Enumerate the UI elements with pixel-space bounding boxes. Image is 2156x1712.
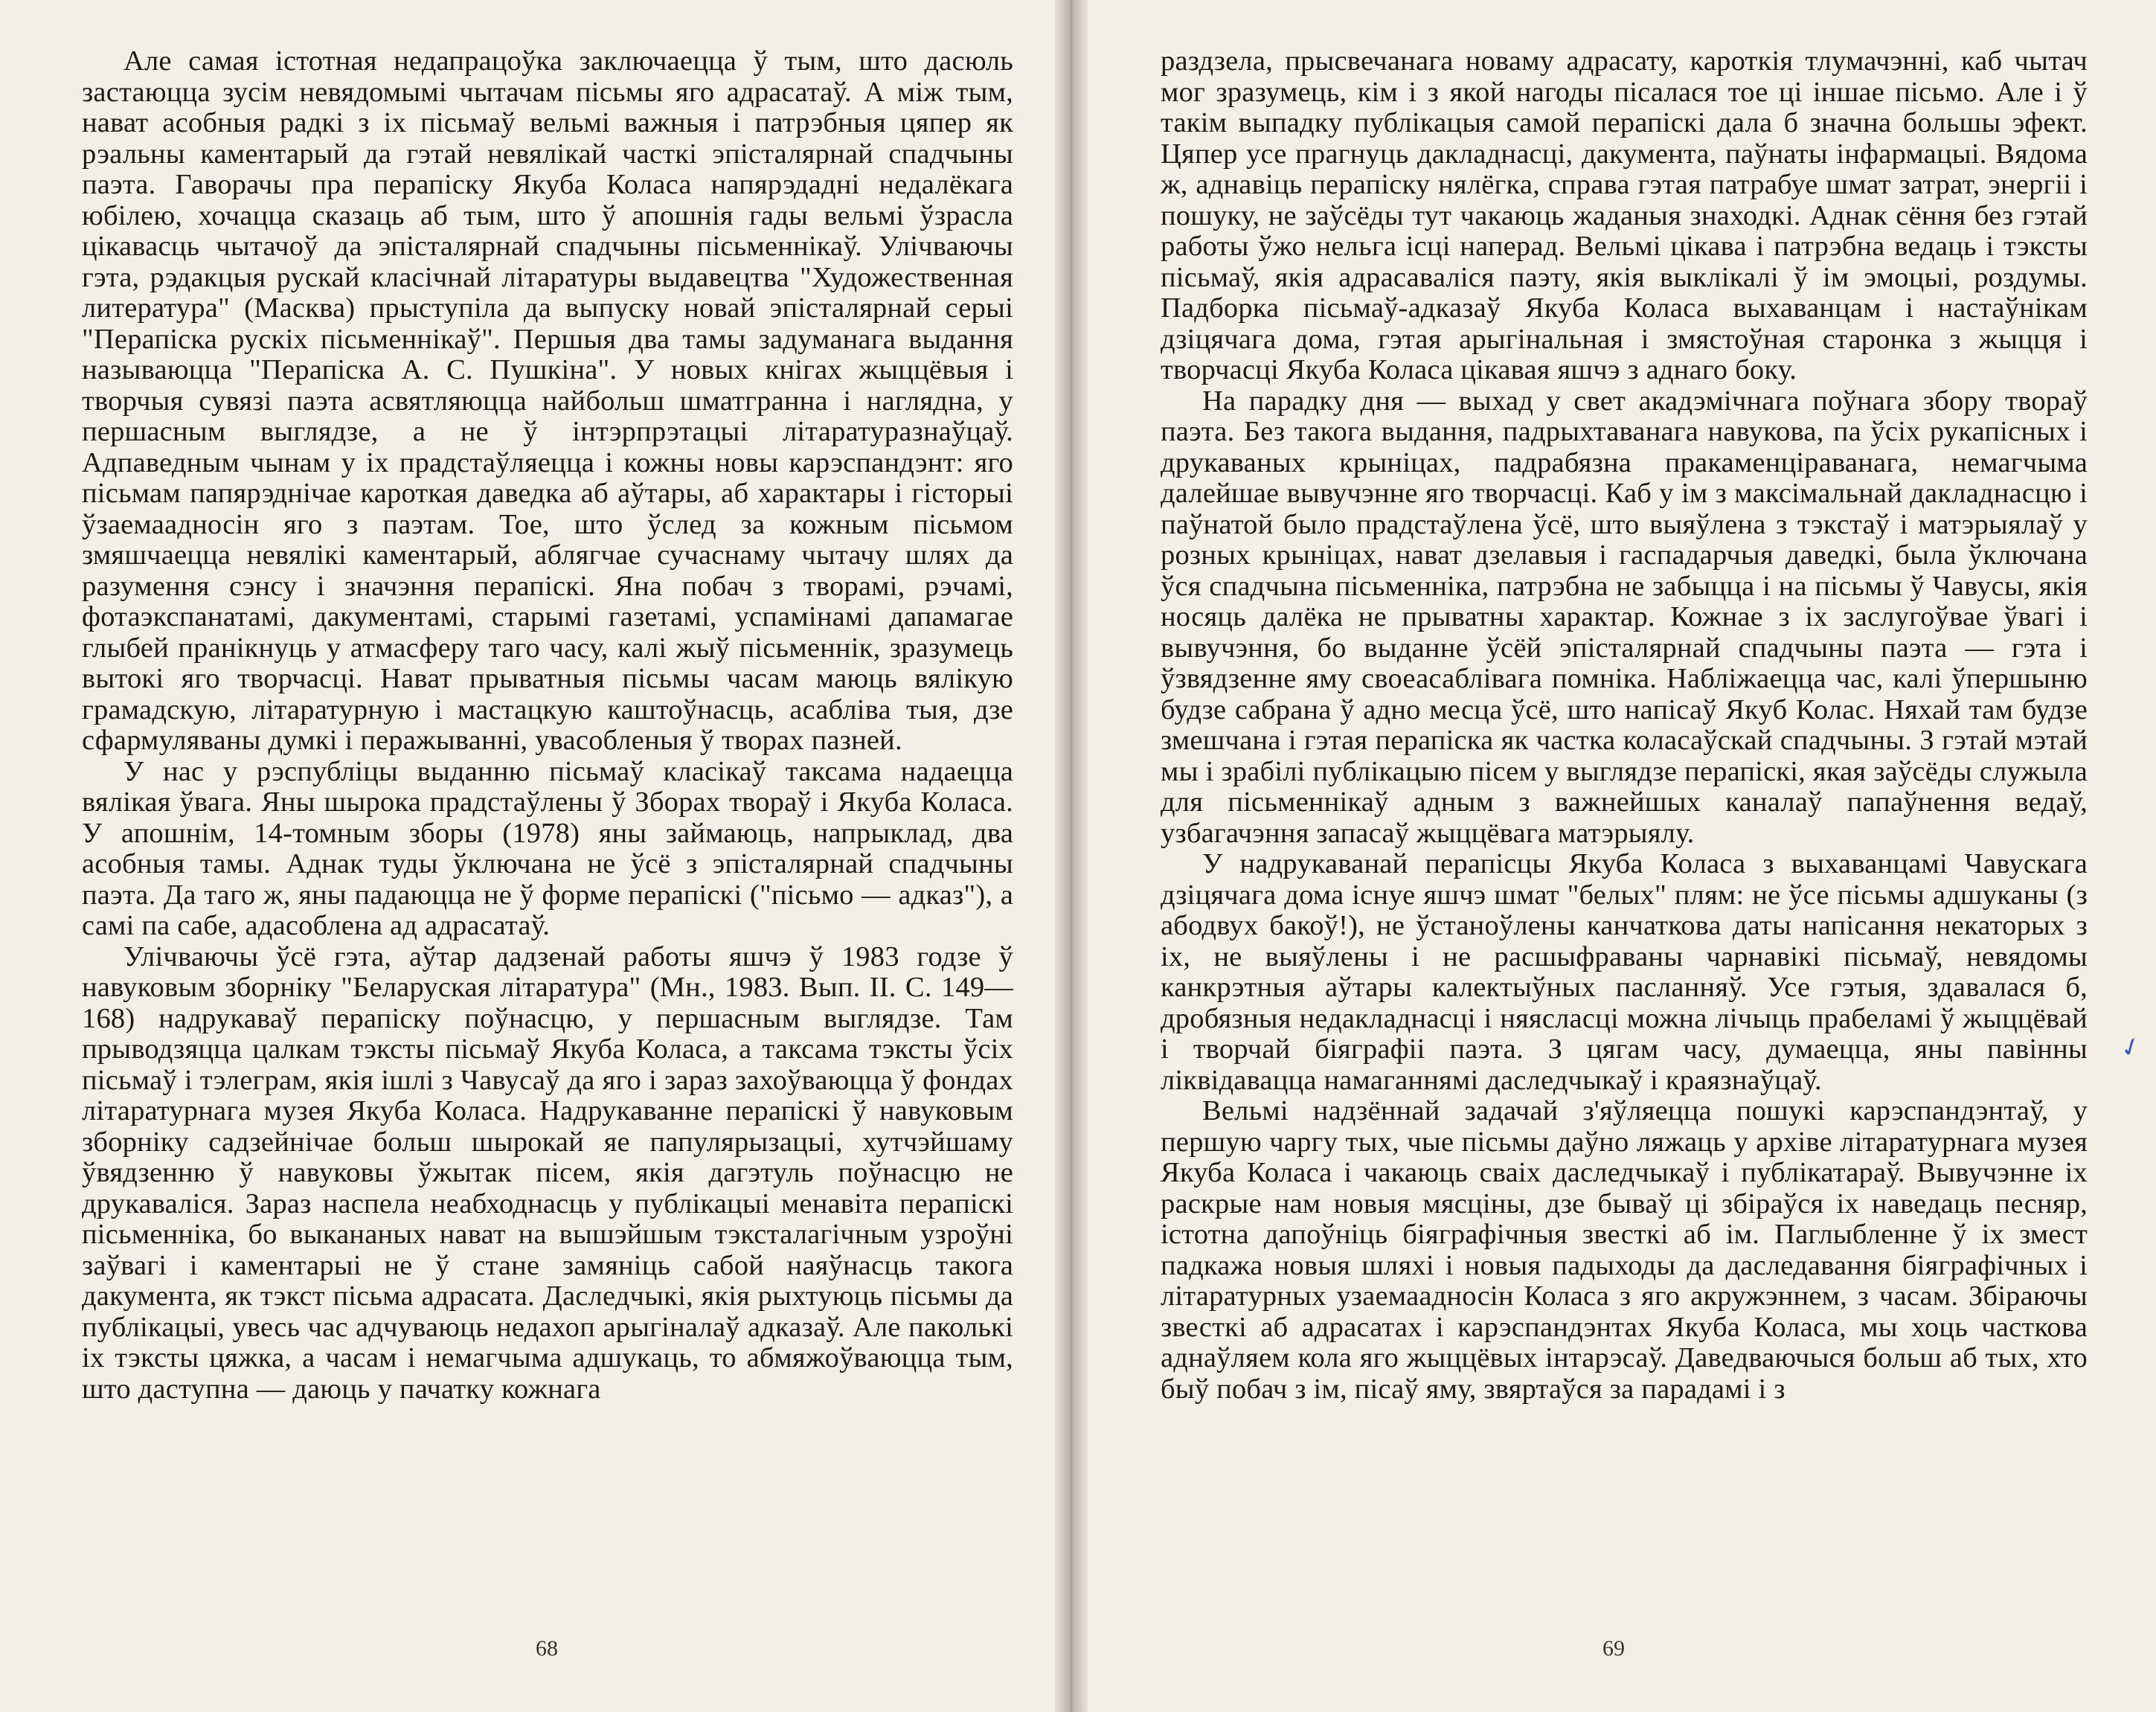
- paragraph: У надрукаванай перапісцы Якуба Коласа з выхаванцамі Чавускага дзіцячага дома існуе яшчэ шмат "белых" плям: не ўсе пісьмы адшуканы (з абодвух бакоў!), не ўстаноўлены канчаткова даты напісання некаторых з іх, не выяўлены і не расшыфраваны чарнавікі пісьмаў, невядомы канкрэтныя аўтары калектыўных пасланняў. Усе гэтыя, здавалася б, дробязныя недакладнасці і няясласці можна лічыць прабеламі ў жыццёвай і творчай біяграфіі паэта. З цягам часу, думаецца, яны павінны ліквідавацца намаганнямі даследчыкаў і краязнаўцаў.: [1161, 848, 2088, 1096]
- page-number: 69: [1602, 1636, 1625, 1661]
- paragraph: раздзела, прысвечанага новаму адрасату, кароткія тлумачэнні, каб чытач мог зразумець, кім і з якой нагоды пісалася тое ці іншае пісьмо. Але і ў такім выпадку публікацыя самой перапіскі дала б значна большы эфект. Цяпер усе прагнуць дакладнасці, дакумента, паўнаты інфармацыі. Вядома ж, аднавіць перапіску нялёгка, справа гэтая патрабуе шмат затрат, энергіі і пошуку, не заўсёды тут чакаюць жаданыя знаходкі. Аднак сёння без гэтай работы ўжо нельга ісці наперад. Вельмі цікава і патрэбна ведаць і тэксты пісьмаў, якія адрасаваліся паэту, якія выклікалі ў ім эмоцыі, роздумы. Падборка пісьмаў-адказаў Якуба Коласа выхаванцам і настаўнікам дзіцячага дома, гэтая арыгінальная і змястоўная старонка з жыцця і творчасці Якуба Коласа цікавая яшчэ з аднаго боку.: [1161, 45, 2088, 385]
- paragraph: Улічваючы ўсё гэта, аўтар дадзенай работы яшчэ ў 1983 годзе ў навуковым зборніку "Беларуская літаратура" (Мн., 1983. Вып. II. С. 149—168) надрукаваў перапіску поўнасцю, у першасным выглядзе. Там прыводзяцца цалкам тэксты пісьмаў Якуба Коласа, а таксама тэксты ўсіх пісьмаў і тэлеграм, якія ішлі з Чавусаў да яго і зараз захоўваюцца ў фондах літаратурнага музея Якуба Коласа. Надрукаванне перапіскі ў навуковым зборніку садзейнічае больш шырокай яе папулярызацыі, хутчэйшаму ўвядзенню ў навуковы ўжытак пісем, якія дагэтуль поўнасцю не друкаваліся. Зараз наспела неабходнасць у публікацыі менавіта перапіскі пісьменніка, бо выкананых нават на вышэйшым тэксталагічным узроўні заўвагі і каментарыі не ў стане замяніць сабой наяўнасць такога дакумента, як тэкст пісьма адрасата. Даследчыкі, якія рыхтуюць пісьмы да публікацыі, увесь час адчуваюць недахоп арыгіналаў адказаў. Але паколькі іх тэксты цяжка, а часам і немагчыма адшукаць, то абмяжоўваюцца тым, што даступна — даюць у пачатку кожнага: [82, 940, 1013, 1405]
- right-page: [1071, 0, 2156, 1712]
- left-page: [0, 0, 1071, 1712]
- paragraph: На парадку дня — выхад у свет акадэмічнага поўнага збору твораў паэта. Без такога выдання, падрыхтаванага навукова, па ўсіх рукапісных і друкаваных крыніцах, падрабязна пракаменціраванага, немагчыма далейшае вывучэнне яго творчасці. Каб у ім з максімальнай дакладнасцю і паўнатой было прадстаўлена ўсё, што выяўлена з тэкстаў і матэрыялаў у розных крыніцах, нават дзелавыя і гаспадарчыя даведкі, была ўключана ўся спадчына пісьменніка, патрэбна не забыцца і на пісьмы ў Чавусы, якія носяць далёка не прыватны характар. Кожнае з іх заслугоўвае ўвагі і вывучэння, бо выданне ўсёй эпісталярнай спадчыны паэта — гэта і ўзвядзенне яму своеасаблівага помніка. Набліжаецца час, калі ўпершыню будзе сабрана ў адно месца ўсё, што напісаў Якуб Колас. Няхай там будзе змешчана і гэтая перапіска як частка коласаўскай спадчыны. З гэтай мэтай мы і зрабілі публікацыю пісем у выглядзе перапіскі, якая заўсёды служыла для пісьменнікаў адным з важнейшых каналаў папаўнення ведаў, узбагачэння запасаў жыццёвага матэрыялу.: [1161, 385, 2088, 849]
- paragraph: Вельмі надзённай задачай з'яўляецца пошукі карэспандэнтаў, у першую чаргу тых, чые пісьмы даўно ляжаць у архіве літаратурнага музея Якуба Коласа і чакаюць сваіх даследчыкаў і публікатараў. Вывучэнне іх раскрые нам новыя мясціны, дзе бываў ці збіраўся іх наведаць песняр, істотна дапоўніць біяграфічныя звесткі аб ім. Паглыбленне ў іх змест падкажа новыя шляхі і новыя падыходы да даследавання біяграфічных і літаратурных узаемаадносін Коласа з яго акружэннем, з часам. Збіраючы звесткі аб адрасатах і карэспандэнтах Якуба Коласа, мы хоць часткова аднаўляем кола яго жыццёвых інтарэсаў. Даведваючыся больш аб тых, хто быў побач з ім, пісаў яму, звяртаўся за парадамі і з: [1161, 1095, 2088, 1405]
- paragraph: Але самая істотная недапрацоўка заключаецца ў тым, што дасюль застаюцца зусім невядомымі чытачам пісьмы яго адрасатаў. А між тым, нават асобныя радкі з іх пісьмаў вельмі важныя і патрэбныя цяпер як рэальны каментарый да гэтай невялікай часткі эпісталярнай спадчыны паэта. Гаворачы пра перапіску Якуба Коласа напярэдадні недалёкага юбілею, хочацца сказаць аб тым, што ў апошнія гады вельмі ўзрасла цікавасць чытачоў да эпісталярнай спадчыны пісьменнікаў. Улічваючы гэта, рэдакцыя рускай класічнай літаратуры выдавецтва "Художественная литература" (Масква) прыступіла да выпуску новай эпісталярнай серыі "Перапіска рускіх пісьменнікаў". Першыя два тамы задуманага выдання называюцца "Перапіска А. С. Пушкіна". У новых кнігах жыццёвыя і творчыя сувязі паэта асвятляюцца найбольш шматгранна і наглядна, у першасным выглядзе, а не ў інтэрпрэтацыі літаратуразнаўцаў. Адпаведным чынам у іх прадстаўляецца і кожны новы карэспандэнт: яго пісьмам папярэднічае кароткая даведка аб аўтары, аб характары і гісторыі ўзаемаадносін яго з паэтам. Тое, што ўслед за кожным пісьмом змяшчаецца невялікі каментарый, аблягчае сучаснаму чытачу шлях да разумення сэнсу і значэння перапіскі. Яна побач з творамі, рэчамі, фотаэкспанатамі, дакументамі, старымі газетамі, успамінамі дапамагае глыбей пранікнуць у атмасферу таго часу, калі жыў пісьменнік, зразумець вытокі яго творчасці. Нават прыватныя пісьмы часам маюць вялікую грамадскую, літаратурную і мастацкую каштоўнасць, асабліва тыя, дзе сфармуляваны думкі і перажыванні, увасобленыя ў творах пазней.: [82, 45, 1013, 756]
- left-page-text: [82, 46, 1013, 1405]
- handwritten-tick-icon: ✓: [2115, 1030, 2146, 1065]
- page-number: 68: [536, 1636, 558, 1661]
- book-gutter: [1055, 0, 1088, 1712]
- right-page-text: [1161, 46, 2088, 1405]
- paragraph: У нас у рэспубліцы выданню пісьмаў класікаў таксама надаецца вялікая ўвага. Яны шырока прадстаўлены ў Зборах твораў і Якуба Коласа. У апошнім, 14-томным зборы (1978) яны займаюць, напрыклад, два асобныя тамы. Аднак туды ўключана не ўсё з эпісталярнай спадчыны паэта. Да таго ж, яны падаюцца не ў форме перапіскі ("пісьмо — адказ"), а самі па сабе, адасоблена ад адрасатаў.: [82, 755, 1013, 941]
